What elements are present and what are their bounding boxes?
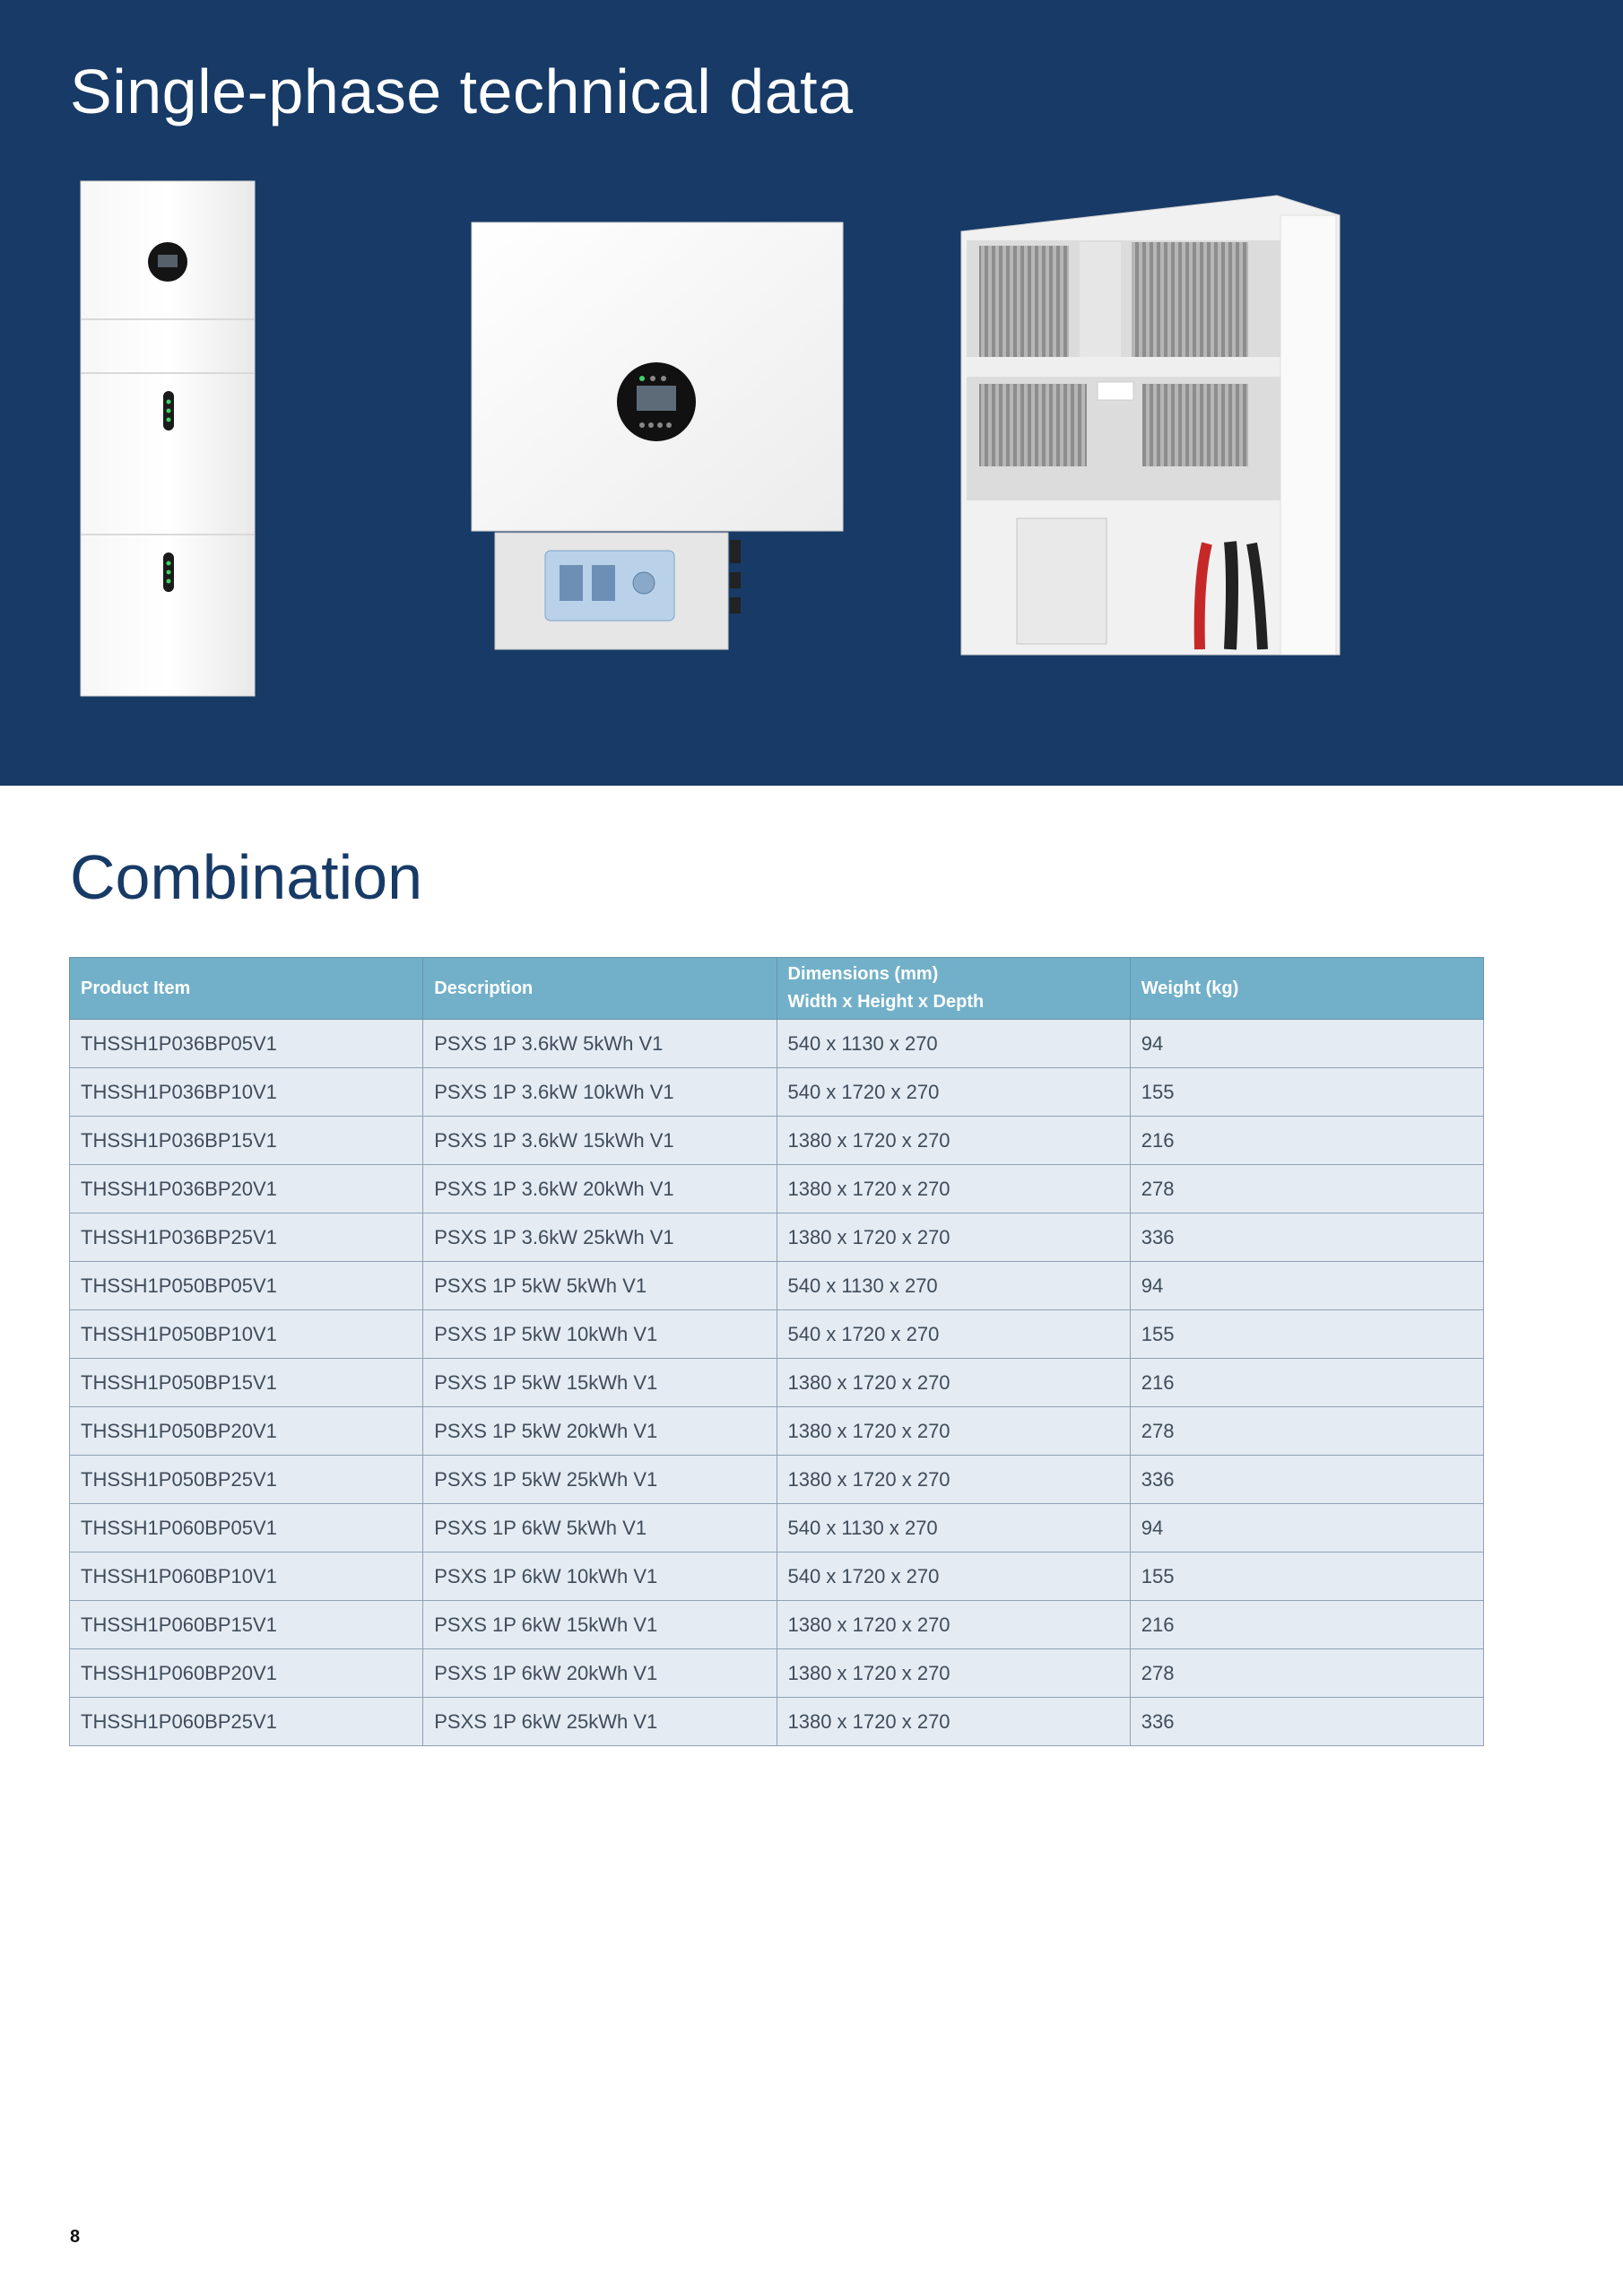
cell-description: PSXS 1P 6kW 20kWh V1 bbox=[423, 1649, 777, 1698]
header-dimensions-line2: Width x Height x Depth bbox=[787, 992, 985, 1012]
cell-description: PSXS 1P 3.6kW 10kWh V1 bbox=[423, 1068, 777, 1117]
cell-weight: 278 bbox=[1130, 1649, 1483, 1698]
table-row bbox=[70, 1117, 1484, 1165]
header-product-item: Product Item bbox=[70, 958, 423, 1020]
cell-weight: 94 bbox=[1130, 1020, 1483, 1068]
header-weight: Weight (kg) bbox=[1130, 958, 1483, 1020]
cell-product-item: THSSH1P036BP20V1 bbox=[70, 1165, 423, 1213]
inverter-image bbox=[470, 221, 846, 657]
cell-description: PSXS 1P 5kW 20kWh V1 bbox=[423, 1407, 777, 1456]
cell-dimensions: 540 x 1720 x 270 bbox=[777, 1310, 1130, 1359]
table-row bbox=[70, 1504, 1484, 1552]
table-row bbox=[70, 1601, 1484, 1649]
cell-weight: 216 bbox=[1130, 1117, 1483, 1165]
cell-description: PSXS 1P 5kW 5kWh V1 bbox=[423, 1262, 777, 1310]
header-band bbox=[0, 0, 1623, 786]
cell-dimensions: 1380 x 1720 x 270 bbox=[777, 1213, 1130, 1262]
cell-product-item: THSSH1P060BP20V1 bbox=[70, 1649, 423, 1698]
cell-product-item: THSSH1P060BP15V1 bbox=[70, 1601, 423, 1649]
table-row bbox=[70, 1407, 1484, 1456]
cell-weight: 278 bbox=[1130, 1407, 1483, 1456]
cell-dimensions: 1380 x 1720 x 270 bbox=[777, 1698, 1130, 1746]
cell-description: PSXS 1P 6kW 25kWh V1 bbox=[423, 1698, 777, 1746]
cell-product-item: THSSH1P060BP05V1 bbox=[70, 1504, 423, 1552]
cell-product-item: THSSH1P036BP05V1 bbox=[70, 1020, 423, 1068]
page-number: 8 bbox=[70, 2227, 81, 2247]
table-row bbox=[70, 1649, 1484, 1698]
battery-stack-image bbox=[79, 179, 258, 700]
cell-weight: 336 bbox=[1130, 1698, 1483, 1746]
table-row bbox=[70, 1456, 1484, 1504]
cell-dimensions: 1380 x 1720 x 270 bbox=[777, 1456, 1130, 1504]
cell-dimensions: 540 x 1720 x 270 bbox=[777, 1552, 1130, 1601]
cell-product-item: THSSH1P060BP10V1 bbox=[70, 1552, 423, 1601]
header-dimensions bbox=[777, 958, 1130, 1020]
cell-description: PSXS 1P 5kW 25kWh V1 bbox=[423, 1456, 777, 1504]
table-header-row bbox=[70, 958, 1484, 1020]
cell-dimensions: 1380 x 1720 x 270 bbox=[777, 1601, 1130, 1649]
header-description: Description bbox=[423, 958, 777, 1020]
cell-dimensions: 540 x 1130 x 270 bbox=[777, 1020, 1130, 1068]
cell-product-item: THSSH1P036BP25V1 bbox=[70, 1213, 423, 1262]
cell-dimensions: 1380 x 1720 x 270 bbox=[777, 1117, 1130, 1165]
table-row bbox=[70, 1359, 1484, 1407]
cell-description: PSXS 1P 3.6kW 15kWh V1 bbox=[423, 1117, 777, 1165]
cabinet-image bbox=[945, 188, 1343, 664]
cell-dimensions: 540 x 1130 x 270 bbox=[777, 1504, 1130, 1552]
cell-description: PSXS 1P 3.6kW 20kWh V1 bbox=[423, 1165, 777, 1213]
cell-product-item: THSSH1P050BP10V1 bbox=[70, 1310, 423, 1359]
cell-product-item: THSSH1P050BP05V1 bbox=[70, 1262, 423, 1310]
cell-weight: 336 bbox=[1130, 1456, 1483, 1504]
cell-description: PSXS 1P 3.6kW 25kWh V1 bbox=[423, 1213, 777, 1262]
cell-weight: 336 bbox=[1130, 1213, 1483, 1262]
table-row bbox=[70, 1068, 1484, 1117]
table-row bbox=[70, 1165, 1484, 1213]
cell-weight: 155 bbox=[1130, 1310, 1483, 1359]
cell-description: PSXS 1P 6kW 5kWh V1 bbox=[423, 1504, 777, 1552]
cell-description: PSXS 1P 6kW 10kWh V1 bbox=[423, 1552, 777, 1601]
cell-weight: 155 bbox=[1130, 1552, 1483, 1601]
cell-dimensions: 1380 x 1720 x 270 bbox=[777, 1407, 1130, 1456]
cell-description: PSXS 1P 6kW 15kWh V1 bbox=[423, 1601, 777, 1649]
table-row bbox=[70, 1213, 1484, 1262]
cell-weight: 278 bbox=[1130, 1165, 1483, 1213]
cell-weight: 216 bbox=[1130, 1359, 1483, 1407]
table-row bbox=[70, 1698, 1484, 1746]
cell-product-item: THSSH1P050BP20V1 bbox=[70, 1407, 423, 1456]
cell-weight: 94 bbox=[1130, 1504, 1483, 1552]
cell-dimensions: 540 x 1130 x 270 bbox=[777, 1262, 1130, 1310]
table-row bbox=[70, 1310, 1484, 1359]
cell-product-item: THSSH1P036BP10V1 bbox=[70, 1068, 423, 1117]
cell-dimensions: 1380 x 1720 x 270 bbox=[777, 1165, 1130, 1213]
table-row bbox=[70, 1552, 1484, 1601]
table-row bbox=[70, 1262, 1484, 1310]
cell-description: PSXS 1P 5kW 10kWh V1 bbox=[423, 1310, 777, 1359]
cell-description: PSXS 1P 5kW 15kWh V1 bbox=[423, 1359, 777, 1407]
cell-product-item: THSSH1P036BP15V1 bbox=[70, 1117, 423, 1165]
cell-weight: 155 bbox=[1130, 1068, 1483, 1117]
combination-table bbox=[69, 957, 1484, 1746]
cell-product-item: THSSH1P050BP15V1 bbox=[70, 1359, 423, 1407]
cell-dimensions: 540 x 1720 x 270 bbox=[777, 1068, 1130, 1117]
cell-dimensions: 1380 x 1720 x 270 bbox=[777, 1649, 1130, 1698]
section-title: Combination bbox=[70, 842, 422, 912]
cell-weight: 216 bbox=[1130, 1601, 1483, 1649]
table-row bbox=[70, 1020, 1484, 1068]
cell-product-item: THSSH1P050BP25V1 bbox=[70, 1456, 423, 1504]
cell-product-item: THSSH1P060BP25V1 bbox=[70, 1698, 423, 1746]
cell-dimensions: 1380 x 1720 x 270 bbox=[777, 1359, 1130, 1407]
page-title: Single-phase technical data bbox=[70, 57, 854, 126]
cell-weight: 94 bbox=[1130, 1262, 1483, 1310]
cell-description: PSXS 1P 3.6kW 5kWh V1 bbox=[423, 1020, 777, 1068]
header-dimensions-line1: Dimensions (mm) bbox=[787, 964, 939, 984]
